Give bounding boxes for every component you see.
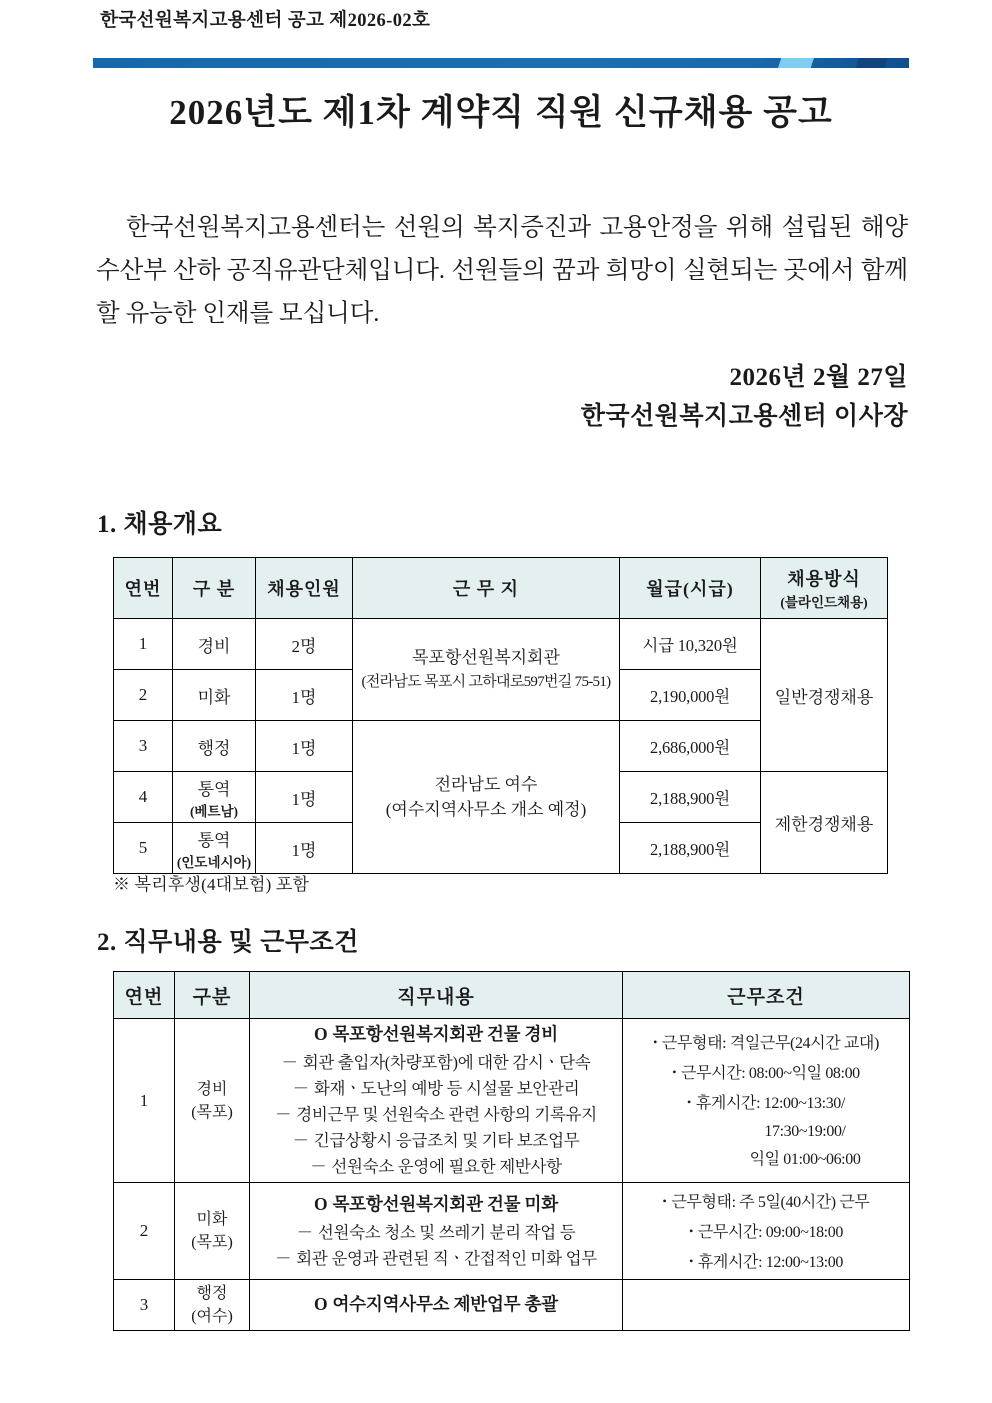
cell-no-2: 2 (114, 670, 173, 721)
cell-workplace-mokpo (353, 619, 620, 721)
condition-block (626, 1028, 906, 1174)
page-title: 2026년도 제1차 계약직 직원 신규채용 공고 (169, 93, 833, 132)
dash-marker-icon: － (275, 1105, 292, 1124)
table-header-row (114, 558, 888, 619)
task-item (253, 1128, 619, 1154)
condition-label: 휴게시간: (697, 1254, 763, 1271)
cell-condition-3 (623, 1280, 910, 1331)
announcement-date: 2026년 2월 27일 (729, 364, 908, 391)
circle-marker-icon: O (314, 1293, 328, 1314)
cell-condition-1 (623, 1019, 910, 1183)
title-block (93, 58, 909, 164)
cell-condition-2 (623, 1183, 910, 1280)
cell-method-open: 일반경쟁채용 (761, 619, 888, 772)
task-item-text: 경비근무 및 선원숙소 관련 사항의 기록유지 (296, 1105, 597, 1124)
cell-no-3: 3 (114, 721, 173, 772)
task-title (253, 1021, 619, 1046)
condition-label: 휴게시간: (695, 1094, 761, 1112)
bullet-marker-icon: • (653, 1034, 657, 1049)
task-item-text: 화재ㆍ도난의 예방 등 시설물 보안관리 (313, 1079, 580, 1098)
cell-division-3 (175, 1280, 250, 1331)
section-1-heading: 1. 채용개요 (97, 511, 223, 538)
task-item-text: 선원숙소 청소 및 쓰레기 분리 작업 등 (317, 1222, 576, 1242)
cell-task-1 (250, 1019, 623, 1183)
title-bar-bottom (93, 154, 909, 164)
col-header-workplace: 근 무 지 (353, 558, 620, 619)
division-sub: (목포) (191, 1234, 233, 1251)
circle-marker-icon: O (314, 1024, 328, 1044)
benefits-note: ※ 복리후생(4대보험) 포함 (113, 875, 310, 894)
table-row (114, 1183, 910, 1280)
cell-headcount-4: 1명 (256, 772, 353, 823)
cell-division-4 (173, 772, 256, 823)
task-item (253, 1076, 619, 1102)
section-2-heading: 2. 직무내용 및 근무조건 (97, 929, 359, 956)
signature-block (581, 358, 908, 436)
task-item (253, 1050, 619, 1076)
col-header-no: 연번 (114, 972, 175, 1019)
cell-workplace-yeosu (353, 721, 620, 874)
cell-headcount-5: 1명 (256, 823, 353, 874)
duties-conditions-table (113, 971, 910, 1331)
division-sub: (베트남) (189, 803, 239, 819)
bullet-marker-icon: • (672, 1064, 677, 1079)
task-item-text: 회관 운영과 관련된 직ㆍ간접적인 미화 업무 (296, 1248, 597, 1268)
cell-no-1: 1 (114, 619, 173, 670)
cell-salary-1: 시급 10,320원 (620, 619, 761, 670)
dash-marker-icon: － (275, 1248, 292, 1268)
task-title-text: 여수지역사무소 제반업무 총괄 (332, 1293, 558, 1314)
recruitment-overview-table (113, 557, 888, 874)
task-item (253, 1154, 619, 1180)
cell-no-5: 5 (114, 823, 173, 874)
table-row (114, 619, 888, 670)
condition-label: 근무시간: (681, 1064, 746, 1082)
dash-marker-icon: － (292, 1131, 309, 1150)
task-item (253, 1220, 619, 1246)
notice-number: 한국선원복지고용센터 공고 제2026-02호 (100, 11, 431, 31)
task-item (253, 1102, 619, 1128)
cell-headcount-3: 1명 (256, 721, 353, 772)
condition-label: 근무형태: (671, 1194, 736, 1211)
condition-label: 근무시간: (697, 1224, 763, 1241)
col-header-headcount: 채용인원 (256, 558, 353, 619)
condition-continuation: 익일 01:00~06:00 (749, 1150, 861, 1168)
bullet-marker-icon: • (687, 1094, 691, 1109)
workplace-note: (여수지역사무소 개소 예정) (385, 800, 587, 819)
task-title-text: 목포항선원복지회관 건물 경비 (332, 1024, 558, 1044)
circle-marker-icon: O (314, 1193, 328, 1214)
cell-headcount-1: 2명 (256, 619, 353, 670)
col-header-method (761, 558, 888, 619)
col-header-task: 직무내용 (250, 972, 623, 1019)
task-item-text: 긴급상황시 응급조치 및 기타 보조업무 (313, 1131, 580, 1150)
cell-method-limited: 제한경쟁채용 (761, 772, 888, 874)
col-header-method-sub: (블라인드채용) (780, 595, 868, 610)
workplace-name: 전라남도 여수 (434, 775, 538, 794)
condition-item (626, 1028, 906, 1058)
col-header-condition: 근무조건 (623, 972, 910, 1019)
col-header-salary: 월급(시급) (620, 558, 761, 619)
task-item-text: 회관 출입자(차량포함)에 대한 감시ㆍ단속 (302, 1053, 591, 1072)
task-title (253, 1291, 619, 1316)
division-main: 통역 (197, 779, 231, 799)
division-main: 미화 (196, 1211, 228, 1228)
condition-item (626, 1088, 906, 1118)
col-header-method-main: 채용방식 (787, 569, 861, 589)
cell-no-2: 2 (114, 1183, 175, 1280)
division-main: 경비 (196, 1080, 228, 1098)
table-row (114, 1280, 910, 1331)
bullet-marker-icon: • (662, 1194, 667, 1208)
task-title-text: 목포항선원복지회관 건물 미화 (332, 1193, 558, 1214)
dash-marker-icon: － (292, 1079, 309, 1098)
cell-headcount-2: 1명 (256, 670, 353, 721)
dash-marker-icon: － (310, 1157, 327, 1176)
cell-division-3: 행정 (173, 721, 256, 772)
bullet-marker-icon: • (689, 1224, 693, 1238)
bullet-marker-icon: • (689, 1254, 693, 1268)
cell-no-3: 3 (114, 1280, 175, 1331)
condition-value: 09:00~18:00 (765, 1224, 843, 1241)
division-sub: (인도네시아) (176, 854, 252, 870)
cell-salary-5: 2,188,900원 (620, 823, 761, 874)
condition-block (626, 1185, 906, 1277)
condition-item (626, 1217, 906, 1247)
task-item (253, 1246, 619, 1272)
condition-value: 08:00~익일 08:00 (748, 1064, 860, 1082)
condition-value: 격일근무(24시간 교대) (729, 1034, 879, 1052)
table-header-row (114, 972, 910, 1019)
cell-salary-4: 2,188,900원 (620, 772, 761, 823)
condition-value: 주 5일(40시간) 근무 (739, 1194, 870, 1211)
condition-item (626, 1187, 906, 1217)
cell-salary-2: 2,190,000원 (620, 670, 761, 721)
cell-division-1: 경비 (173, 619, 256, 670)
workplace-name: 목포항선원복지회관 (412, 647, 560, 667)
cell-no-1: 1 (114, 1019, 175, 1183)
condition-value: 12:00~13:30/ (763, 1094, 845, 1112)
workplace-address: (전라남도 목포시 고하대로597번길 75-51) (361, 673, 611, 690)
division-main: 통역 (197, 830, 231, 850)
intro-paragraph: 한국선원복지고용센터는 선원의 복지증진과 고용안정을 위해 설립된 해양수산부 산하 공직유관단체입니다. 선원들의 꿈과 희망이 실현되는 곳에서 함께 할 유능한 인재를 모십니다. (96, 214, 908, 327)
signer-title: 한국선원복지고용센터 이사장 (580, 403, 908, 430)
task-title (253, 1191, 619, 1216)
division-sub: (여수) (191, 1308, 233, 1325)
title-bar-top (93, 58, 909, 68)
condition-item (626, 1247, 906, 1277)
division-main: 행정 (196, 1285, 228, 1302)
task-item-text: 선원숙소 운영에 필요한 제반사항 (331, 1157, 562, 1176)
dash-marker-icon: － (296, 1222, 313, 1242)
condition-item (626, 1058, 906, 1088)
col-header-division: 구분 (175, 972, 250, 1019)
dash-marker-icon: － (281, 1053, 298, 1072)
cell-task-3 (250, 1280, 623, 1331)
cell-division-5 (173, 823, 256, 874)
condition-value: 12:00~13:00 (765, 1254, 843, 1271)
cell-division-2 (175, 1183, 250, 1280)
cell-division-1 (175, 1019, 250, 1183)
cell-salary-3: 2,686,000원 (620, 721, 761, 772)
table-row (114, 1019, 910, 1183)
condition-continuation: 17:30~19:00/ (764, 1122, 846, 1140)
col-header-division: 구 분 (173, 558, 256, 619)
col-header-no: 연번 (114, 558, 173, 619)
division-sub: (목포) (191, 1103, 233, 1121)
cell-no-4: 4 (114, 772, 173, 823)
cell-task-2 (250, 1183, 623, 1280)
condition-label: 근무형태: (661, 1034, 727, 1052)
cell-division-2: 미화 (173, 670, 256, 721)
